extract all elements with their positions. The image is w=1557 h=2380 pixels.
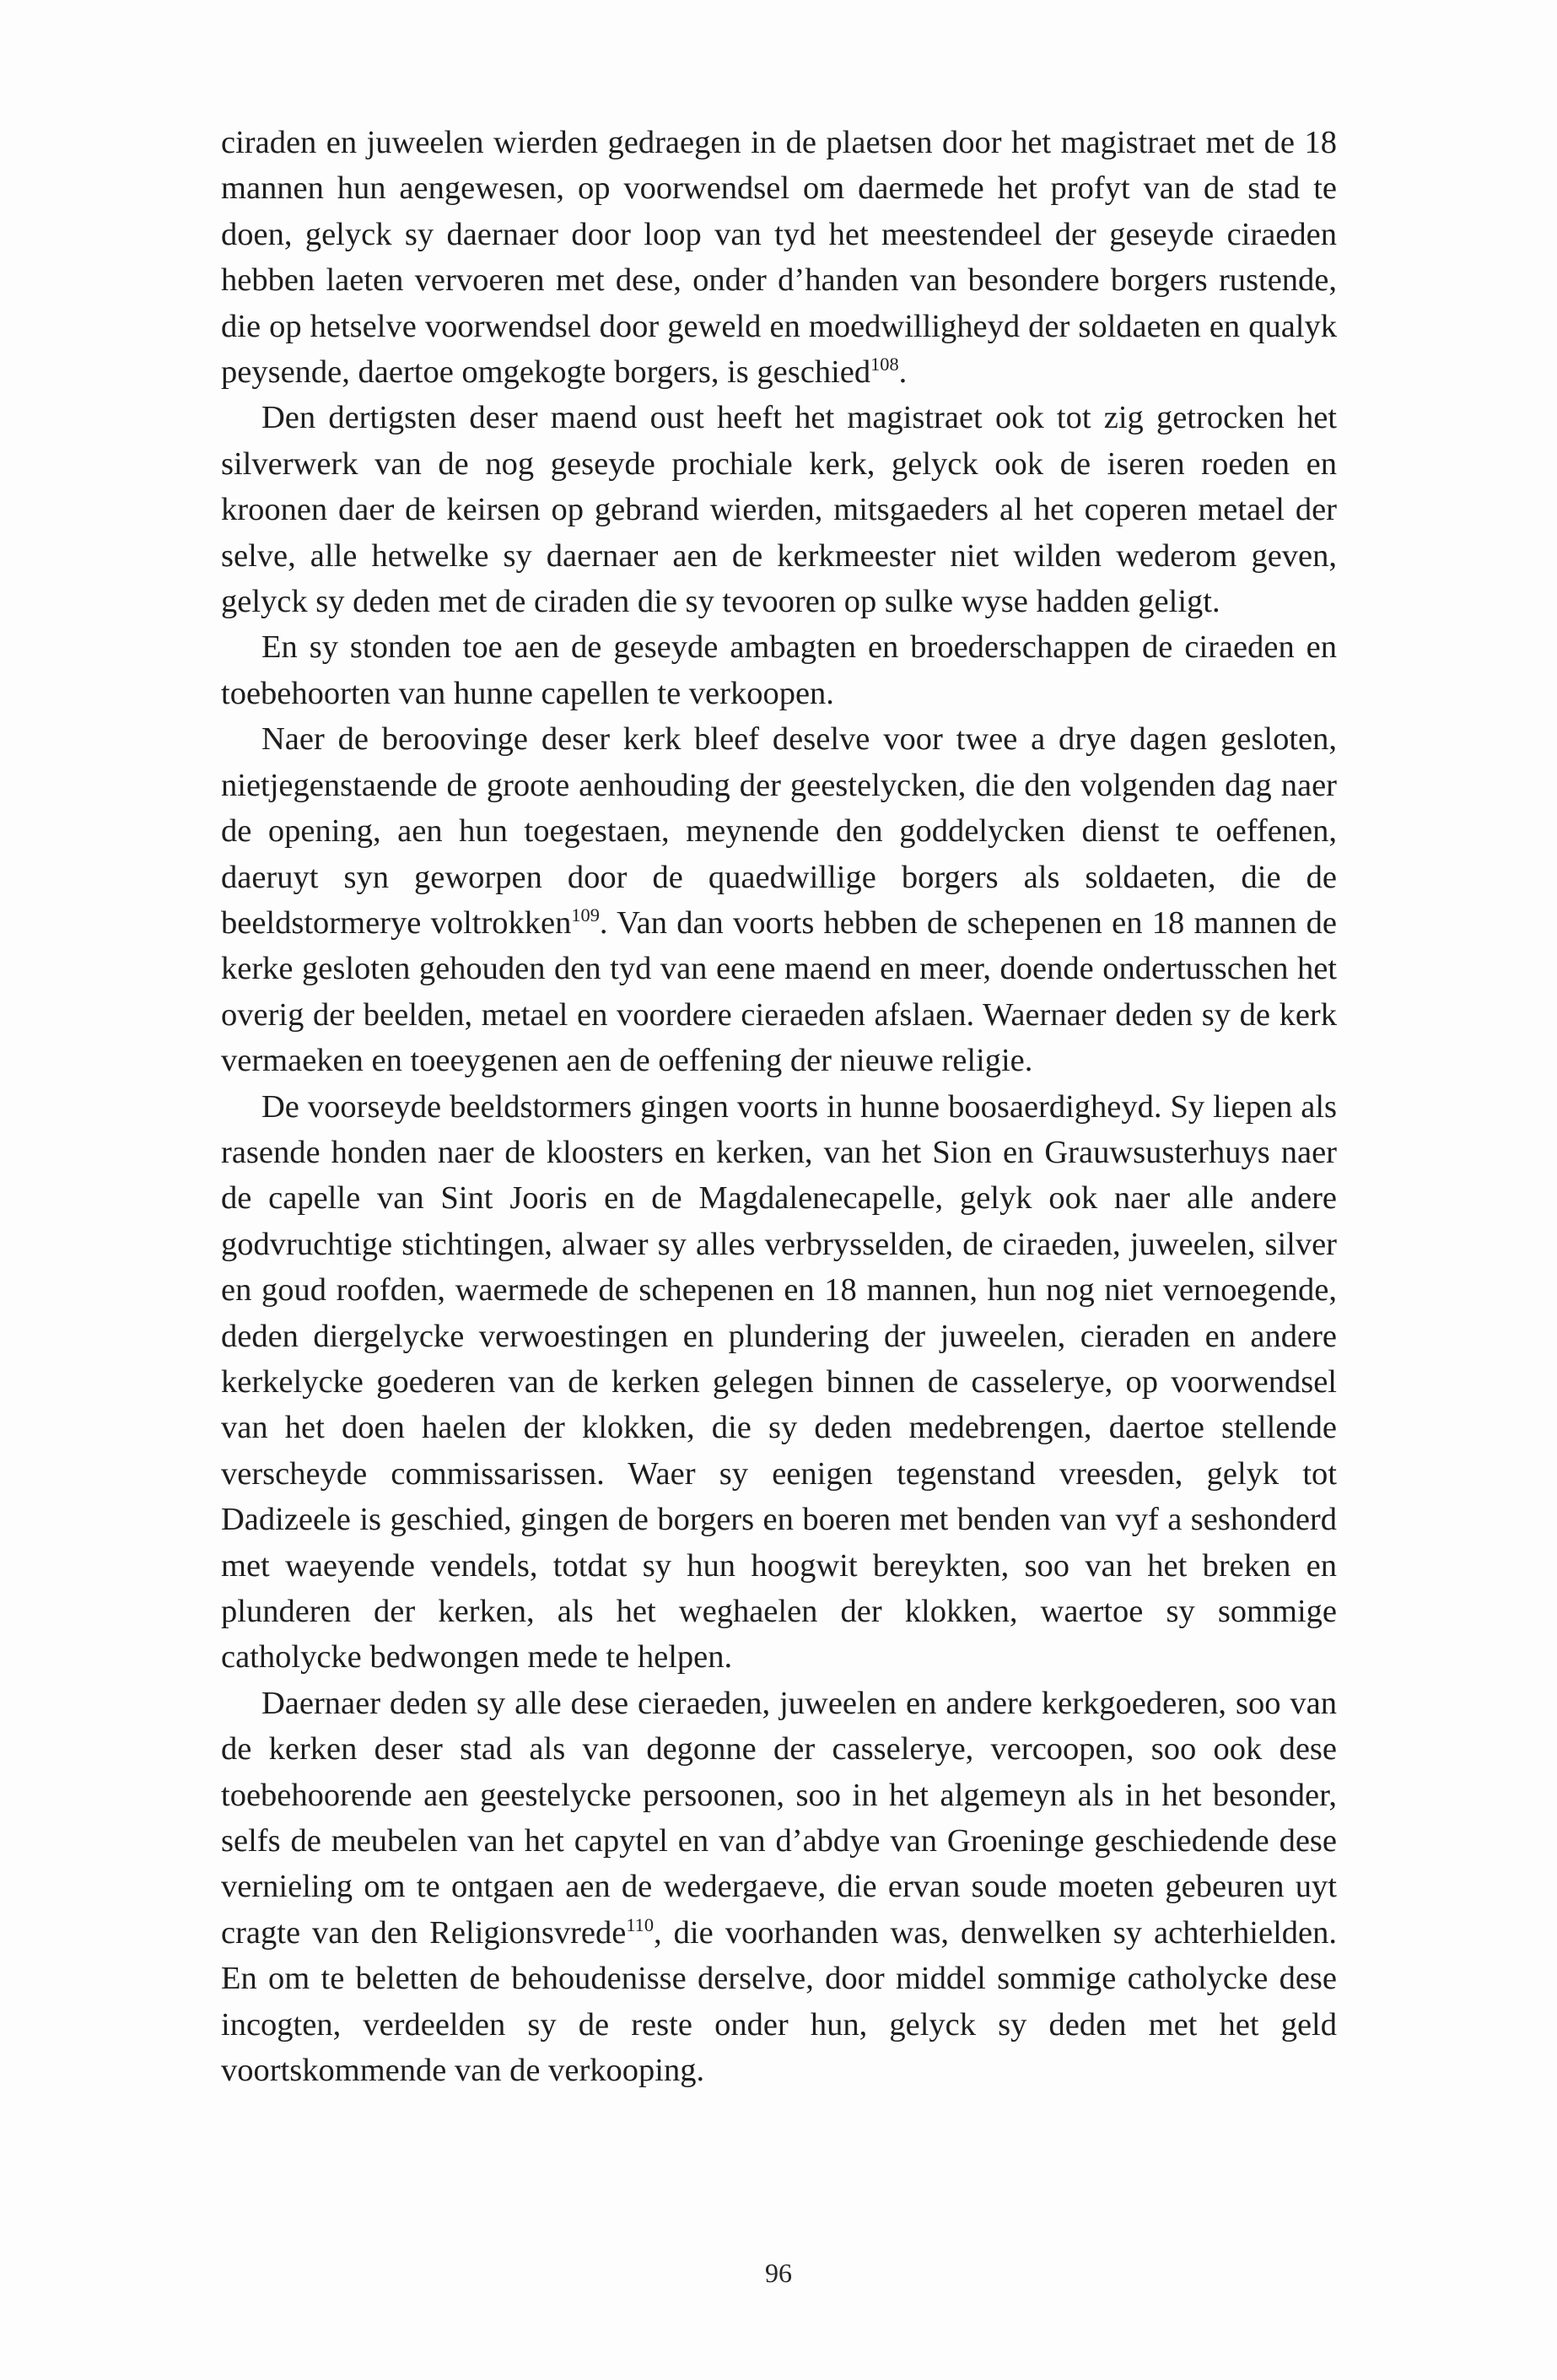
footnote-reference-110[interactable]: 110	[626, 1914, 655, 1936]
paragraph-4	[221, 716, 1337, 1083]
footnote-reference-108[interactable]: 108	[870, 353, 899, 375]
paragraph-2	[221, 395, 1337, 624]
footnote-reference-109[interactable]: 109	[571, 904, 600, 926]
page-number: 96	[765, 2258, 792, 2288]
paragraph-text-continued: . Van dan voorts hebben de schepenen en 18 mannen de kerke gesloten gehouden den tyd van eene maend en meer, doende ondertusschen het overig der beelden, metael en voordere cieraeden afslaen. Waernaer deden sy de kerk vermaeken en toeeygenen aen de oeffening der nieuwe religie.	[221, 904, 1338, 1079]
paragraph-text: Naer de beroovinge deser kerk bleef deselve voor twee a drye dagen gesloten, nietjegenstaende de groote aenhouding der geestelycken, die den volgenden dag naer de opening, aen hun toegestaen, meynende den goddelycken dienst te oeffenen, daeruyt syn geworpen door de quaedwillige borgers als soldaeten, die de beeldstormerye voltrokken	[221, 721, 1337, 941]
paragraph-text: Daernaer deden sy alle dese cieraeden, juweelen en andere kerkgoederen, soo van de kerken deser stad als van degonne der casselerye, vercoopen, soo ook dese toebehoorende aen geestelycke persoonen, soo in het algemeyn als in het besonder, selfs de meubelen van het capytel en van d’abdye van Groeninge geschiedende dese vernieling om te ontgaen aen de wedergaeve, die ervan soude moeten gebeuren uyt cragte van den Religionsvrede	[221, 1685, 1337, 1951]
paragraph-text-continued: .	[898, 354, 908, 391]
paragraph-5	[221, 1084, 1337, 1681]
paragraph-6	[221, 1681, 1337, 2094]
paragraph-1	[221, 120, 1337, 395]
paragraph-3	[221, 624, 1337, 716]
paragraph-text: De voorseyde beeldstormers gingen voorts in hunne boosaerdigheyd. Sy liepen als rasende honden naer de kloosters en kerken, van het Sion en Grauwsusterhuys naer de capelle van Sint Jooris en de Magdalenecapelle, gelyk ook naer alle andere godvruchtige stichtingen, alwaer sy alles verbrysselden, de ciraeden, juweelen, silver en goud roofden, waermede de schepenen en 18 mannen, hun nog niet vernoegende, deden diergelycke verwoestingen en plundering der juweelen, cieraden en andere kerkelycke goederen van de kerken gelegen binnen de casselerye, op voorwendsel van het doen haelen der klokken, die sy deden medebrengen, daertoe stellende verscheyde commissarissen. Waer sy eenigen tegenstand vreesden, gelyk tot Dadizeele is geschied, gingen de borgers en boeren met benden van vyf a seshonderd met waeyende vendels, totdat sy hun hoogwit bereykten, soo van het breken en plunderen der kerken, als het weghaelen der klokken, waertoe sy sommige catholycke bedwongen mede te helpen.	[221, 1088, 1337, 1676]
paragraph-text: Den dertigsten deser maend oust heeft het magistraet ook tot zig getrocken het silverwerk van de nog geseyde prochiale kerk, gelyck ook de iseren roeden en kroonen daer de keirsen op gebrand wierden, mitsgaeders al het coperen metael der selve, alle hetwelke sy daernaer aen de kerkmeester niet wilden wederom geven, gelyck sy deden met de ciraden die sy tevooren op sulke wyse hadden geligt.	[221, 400, 1337, 620]
paragraph-text-continued: , die voorhanden was, denwelken sy achterhielden. En om te beletten de behoudenisse derselve, door middel sommige catholycke dese incogten, verdeelden sy de reste onder hun, gelyck sy deden met het geld voortskommende van de verkooping.	[221, 1914, 1337, 2089]
paragraph-text: En sy stonden toe aen de geseyde ambagten en broederschappen de ciraeden en toebehoorten van hunne capellen te verkoopen.	[221, 629, 1337, 711]
body-text	[221, 120, 1337, 2093]
paragraph-text: ciraden en juweelen wierden gedraegen in de plaetsen door het magistraet met de 18 mannen hun aengewesen, op voorwendsel om daermede het profyt van de stad te doen, gelyck sy daernaer door loop van tyd het meestendeel der geseyde ciraeden hebben laeten vervoeren met dese, onder d’handen van besondere borgers rustende, die op hetselve voorwendsel door geweld en moedwilligheyd der soldaeten en qualyk peysende, daertoe omgekogte borgers, is geschied	[221, 125, 1337, 391]
